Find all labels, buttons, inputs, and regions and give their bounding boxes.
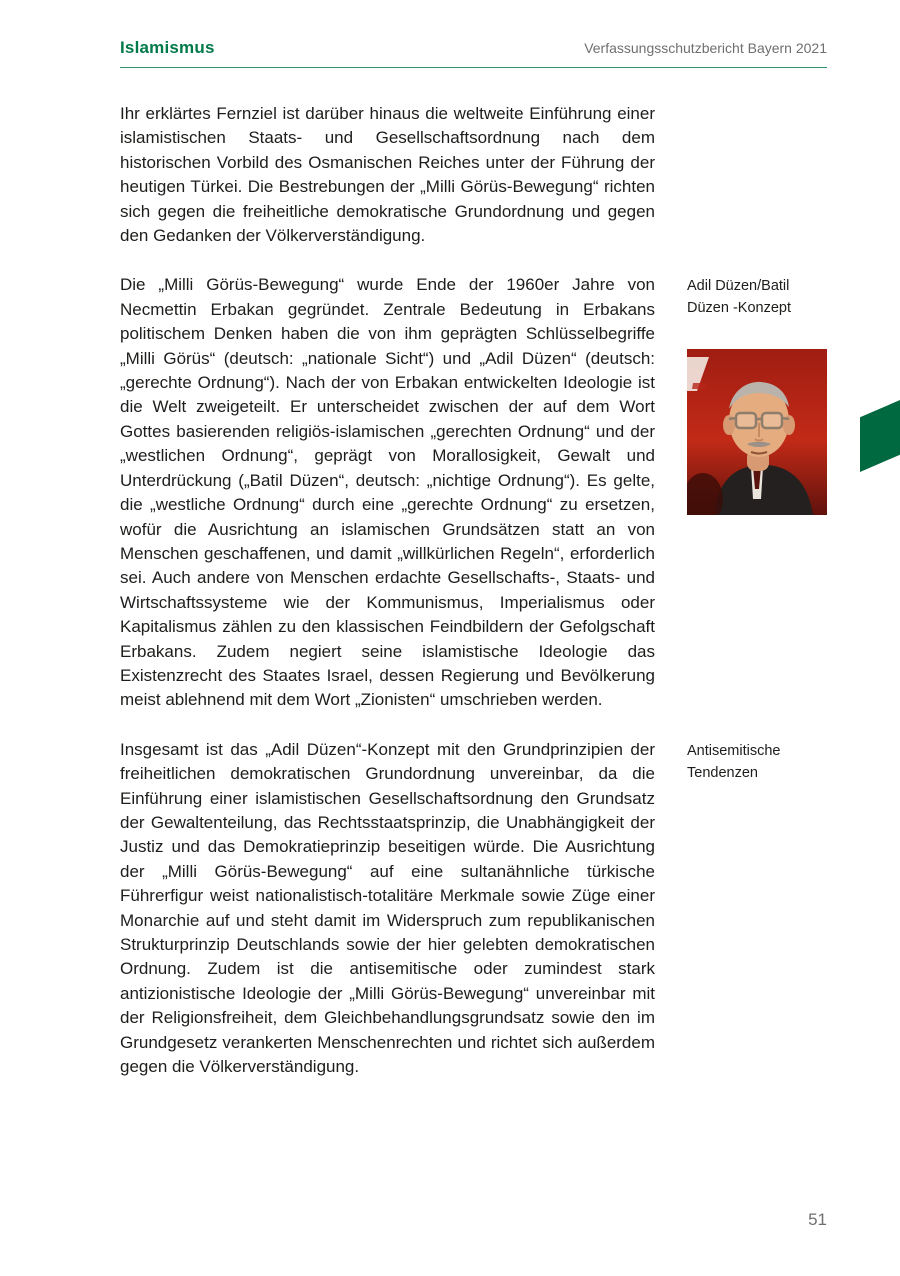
- report-title: Verfassungsschutzbericht Bayern 2021: [584, 40, 827, 56]
- body-paragraph-2: Die „Milli Görüs-Bewegung“ wurde Ende der 1960er Jahre von Necmettin Erbakan gegründet. Zentrale Bedeutung in Erbakans politischem Denken haben die von ihm geprägten Schlüsselbegriffe „Milli Görüs“ (deutsch: „nationale Sicht“) und „Adil Düzen“ (deutsch: „gerechte Ordnung“). Nach der von Erbakan entwickelten Ideologie ist die Welt zweigeteilt. Er unterscheidet zwischen der auf dem Wort Gottes basierenden religiös-islamischen „gerechten Ordnung“ und der „westlichen Ordnung“, geprägt von Morallosigkeit, Gewalt und Unterdrückung („Batil Düzen“, deutsch: „nichtige Ordnung“). Es gelte, die „westliche Ordnung“ durch eine „gerechte Ordnung“ zu ersetzen, wofür die Ausrichtung an islamischen Grundsätzen statt an von Menschen geschaffenen, und damit „willkürlichen Regeln“, erforderlich sei. Auch andere von Menschen erdachte Gesellschafts-, Staats- und Wirtschaftssysteme wie der Kommunismus, Imperialismus oder Kapitalismus zählen zu den klassischen Feindbildern der Gefolgschaft Erbakans. Zudem negiert seine islamistische Ideologie das Existenzrecht des Staates Israel, dessen Regierung und Bevölkerung meist ablehnend mit dem Wort „Zionisten“ umschrieben werden.: [120, 275, 655, 710]
- page-number: 51: [808, 1210, 827, 1229]
- main-content: [120, 102, 827, 1079]
- banner-letter-bar: [692, 383, 707, 389]
- margin-cell-3: [687, 738, 827, 1080]
- margin-cell-1: [687, 102, 827, 248]
- page-header: [120, 38, 827, 58]
- header-divider: [120, 67, 827, 68]
- margin-note-adil-duezen: Adil Düzen/Batil Düzen -Konzept: [687, 278, 791, 317]
- section-title: Islamismus: [120, 38, 215, 57]
- bookmark-ribbon: [860, 400, 900, 472]
- margin-cell-2: [687, 273, 827, 712]
- portrait-photo: [687, 349, 827, 515]
- margin-note-antisemitische-tendenzen: Antisemitische Tendenzen: [687, 742, 781, 781]
- body-paragraph-1: Ihr erklärtes Fernziel ist darüber hinaus die weltweite Einführung einer islamistischen Staats- und Gesellschaftsordnung nach dem historischen Vorbild des Osmanischen Reiches unter der Führung der heutigen Türkei. Die Bestrebungen der „Milli Görüs-Bewegung“ richten sich gegen die freiheitliche demokratische Grundordnung und gegen den Gedanken der Völkerverständigung.: [120, 104, 655, 246]
- body-paragraph-3: Insgesamt ist das „Adil Düzen“-Konzept mit den Grundprinzipien der freiheitlichen demokratischen Grundordnung unvereinbar, da die Einführung einer islamistischen Gesellschaftsordnung den Grundsatz der Gewaltenteilung, das Rechtsstaatsprinzip, die Unabhängigkeit der Justiz und das Demokratieprinzip beseitigen würde. Die Ausrichtung der „Milli Görüs-Bewegung“ auf eine sultanähnliche türkische Führerfigur weist nationalistisch-totalitäre Merkmale sowie Züge einer Monarchie auf und steht damit im Widerspruch zum republikanischen Strukturprinzip Deutschlands sowie der hier gelebten demokratischen Ordnung. Zudem ist die antisemitische oder zumindest stark antizionistische Ideologie der „Milli Görüs-Bewegung“ unvereinbar mit der Religionsfreiheit, dem Gleichbehandlungsgrundsatz sowie den im Grundgesetz verankerten Menschenrechten und richtet sich außerdem gegen die Völkerverständigung.: [120, 739, 655, 1077]
